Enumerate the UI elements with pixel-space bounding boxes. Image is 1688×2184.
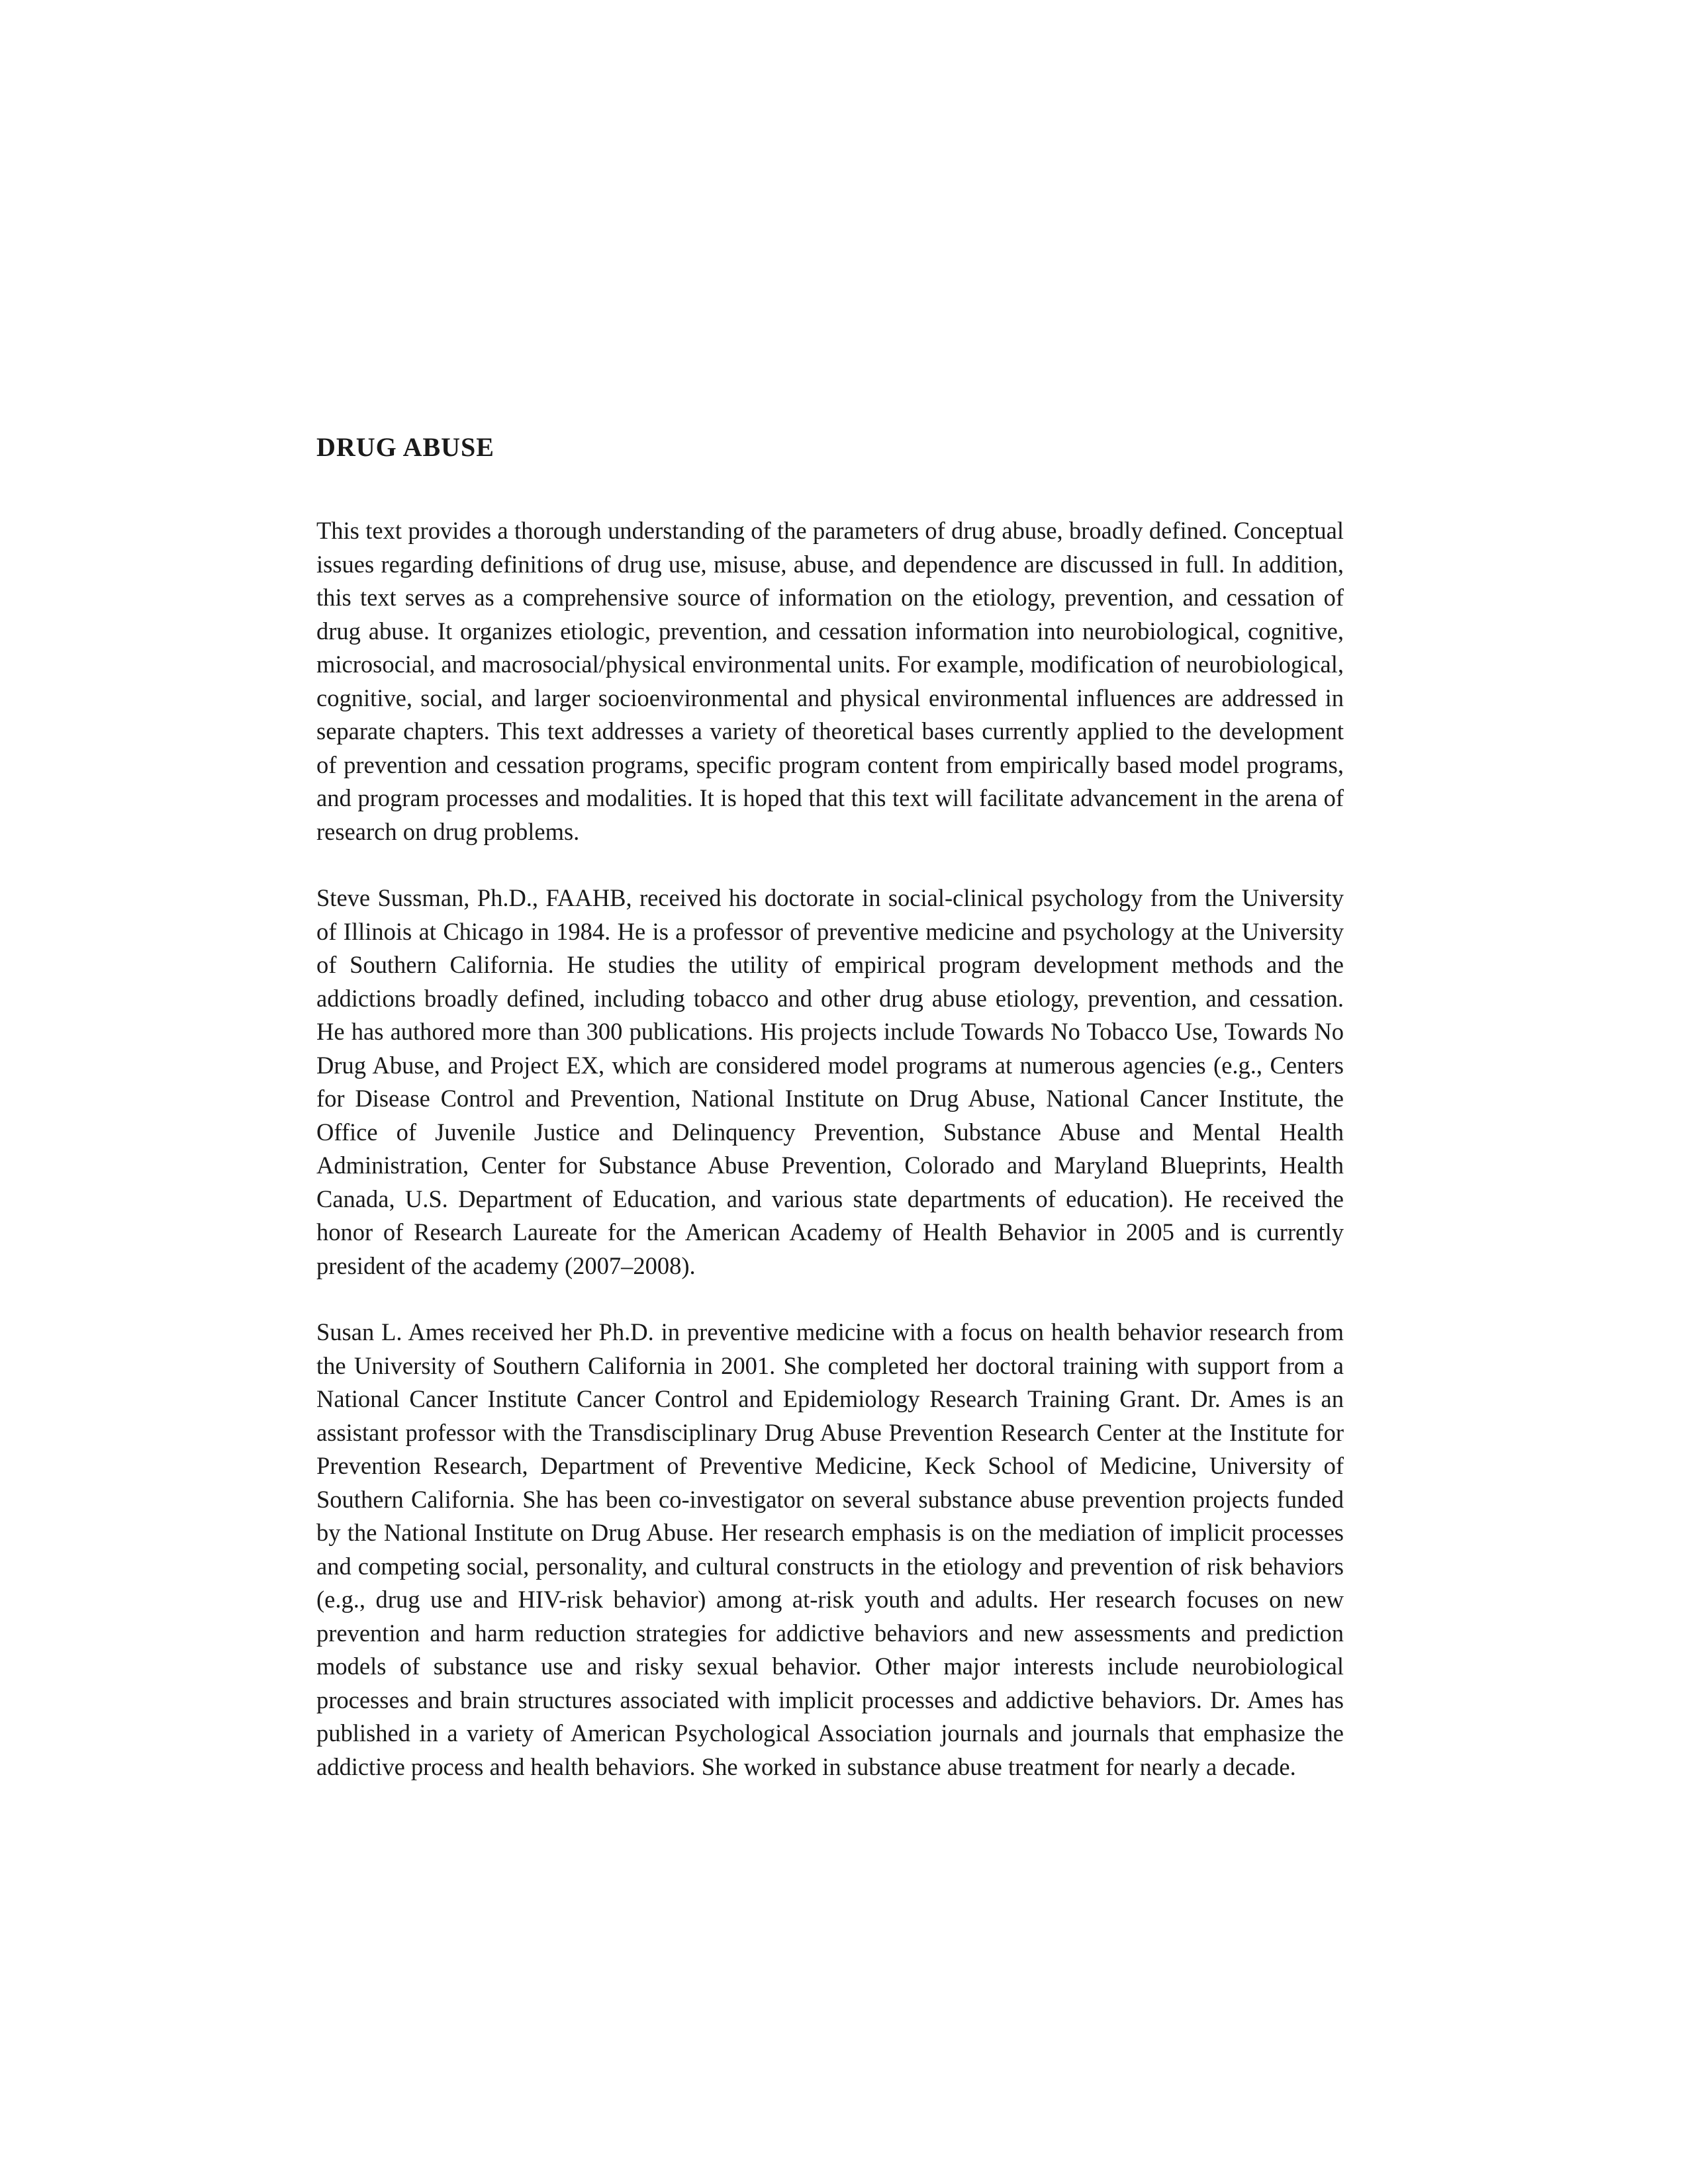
- author-bio-sussman: Steve Sussman, Ph.D., FAAHB, received his doctorate in social-clinical psychology from the University of Illinois at Chicago in 1984. He is a professor of preventive medicine and psychology at the University of Southern California. He studies the utility of empirical program development methods and the addictions broadly defined, including tobacco and other drug abuse etiology, prevention, and cessation. He has authored more than 300 publications. His projects include Towards No Tobacco Use, Towards No Drug Abuse, and Project EX, which are considered model programs at numerous agencies (e.g., Centers for Disease Control and Prevention, National Institute on Drug Abuse, National Cancer Institute, the Office of Juvenile Justice and Delinquency Prevention, Substance Abuse and Mental Health Administration, Center for Substance Abuse Prevention, Colorado and Maryland Blueprints, Health Canada, U.S. Department of Education, and various state departments of education). He received the honor of Research Laureate for the American Academy of Health Behavior in 2005 and is currently president of the academy (2007–2008).: [316, 884, 1344, 1279]
- book-title: DRUG ABUSE: [316, 432, 494, 462]
- book-description-paragraph: This text provides a thorough understanding of the parameters of drug abuse, broadly defined. Conceptual issues regarding definitions of drug use, misuse, abuse, and dependence are discussed in full. In addition, this text serves as a comprehensive source of information on the etiology, prevention, and cessation of drug abuse. It organizes etiologic, prevention, and cessation information into neurobiological, cognitive, microsocial, and macrosocial/physical environmental units. For example, modification of neurobiological, cognitive, social, and larger socioenvironmental and physical environmental influences are addressed in separate chapters. This text addresses a variety of theoretical bases currently applied to the development of prevention and cessation programs, specific program content from empirically based model programs, and program processes and modalities. It is hoped that this text will facilitate advancement in the arena of research on drug problems.: [316, 517, 1344, 845]
- author-bio-ames: Susan L. Ames received her Ph.D. in preventive medicine with a focus on health behavior research from the University of Southern California in 2001. She completed her doctoral training with support from a National Cancer Institute Cancer Control and Epidemiology Research Training Grant. Dr. Ames is an assistant professor with the Transdisciplinary Drug Abuse Prevention Research Center at the Institute for Prevention Research, Department of Preventive Medicine, Keck School of Medicine, University of Southern California. She has been co-investigator on several substance abuse prevention projects funded by the National Institute on Drug Abuse. Her research emphasis is on the mediation of implicit processes and competing social, personality, and cultural constructs in the etiology and prevention of risk behaviors (e.g., drug use and HIV-risk behavior) among at-risk youth and adults. Her research focuses on new prevention and harm reduction strategies for addictive behaviors and new assessments and prediction models of substance use and risky sexual behavior. Other major interests include neurobiological processes and brain structures associated with implicit processes and addictive behaviors. Dr. Ames has published in a variety of American Psychological Association journals and journals that emphasize the addictive process and health behaviors. She worked in substance abuse treatment for nearly a decade.: [316, 1318, 1344, 1780]
- page-content: [316, 431, 1344, 1784]
